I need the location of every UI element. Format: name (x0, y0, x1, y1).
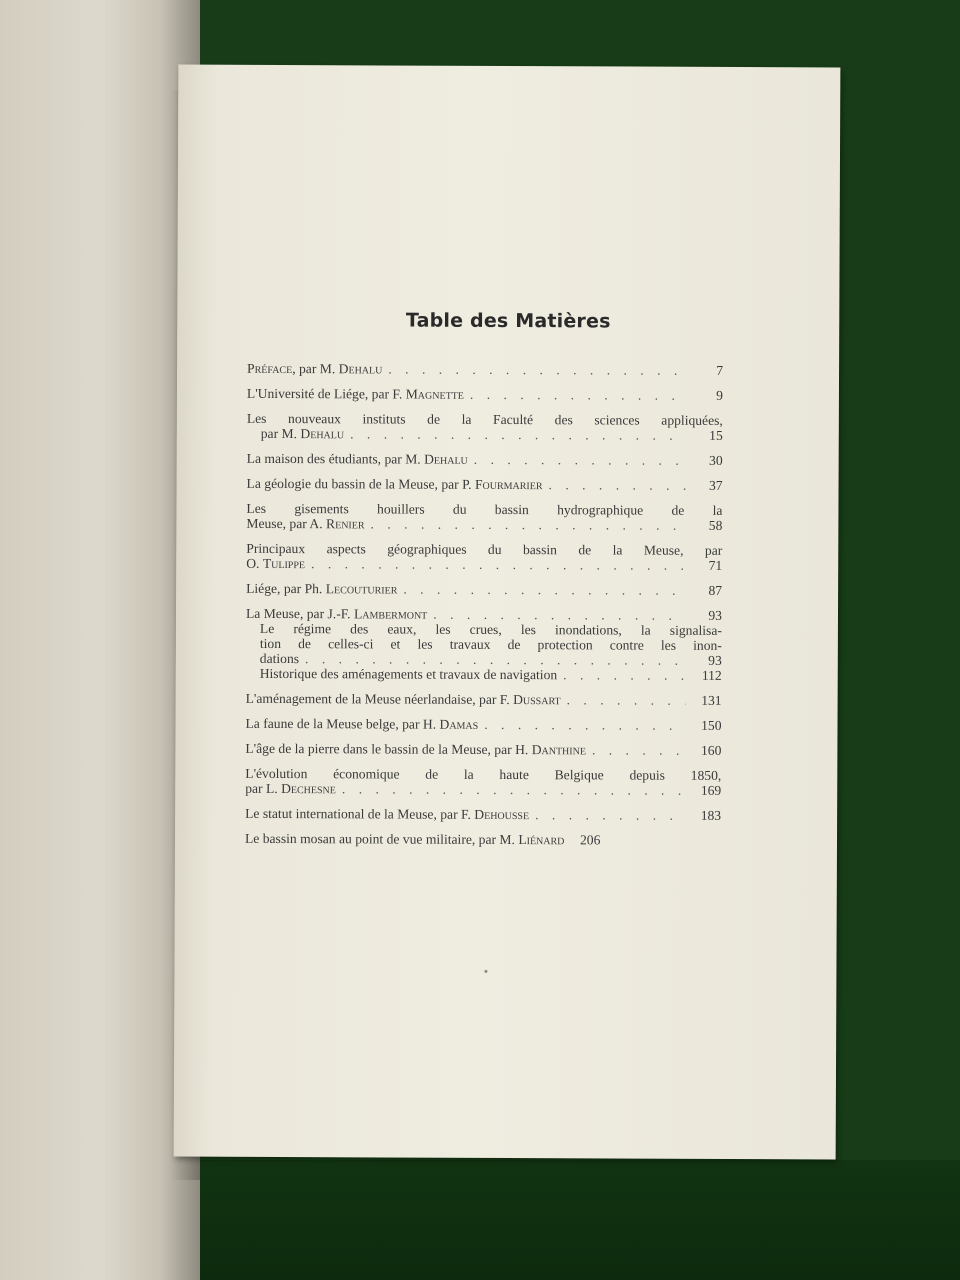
toc-entry (245, 806, 721, 823)
label-part: Le bassin mosan au point de vue militaire, par M. (244, 830, 519, 848)
label-part: L'âge de la pierre dans le bassin de la Meuse, par H. (245, 740, 532, 758)
entry-label (245, 781, 336, 796)
dot-leader (371, 516, 687, 532)
toc-entry (247, 411, 723, 443)
dot-leader (470, 387, 687, 403)
entry-label (246, 581, 397, 597)
entry-label (247, 476, 543, 492)
label-part: Le statut international de la Meuse, par F. (245, 805, 475, 822)
toc-entry (245, 766, 721, 798)
dot-leader (549, 477, 687, 493)
page-number: 9 (716, 387, 723, 403)
entry-label (261, 426, 344, 441)
label-part: Meuse, par A. (246, 515, 327, 532)
author-name: Magnette (405, 386, 464, 402)
toc-entry (246, 541, 722, 573)
author-name: Dechesne (281, 781, 336, 797)
entry-label (246, 556, 305, 571)
dot-leader (563, 667, 686, 683)
label-part: par L. (245, 780, 282, 797)
toc-entry (245, 831, 721, 848)
author-name: Dehalu (338, 361, 383, 377)
toc-entry (246, 581, 722, 598)
dot-leader (305, 651, 686, 668)
dot-leader (474, 452, 687, 468)
author-name: Liénard (518, 832, 565, 848)
label-part: Préface (247, 360, 293, 377)
toc-line: tion de celles-ci et les travaux de protection contre les inon- (259, 635, 722, 653)
page-number: 93 (708, 607, 723, 623)
paper-speck (484, 970, 487, 973)
page-number: 131 (701, 692, 722, 708)
label-part: La Meuse, par J.-F. (245, 605, 355, 622)
toc-entry (245, 716, 721, 733)
entry-label: dations (259, 650, 300, 667)
toc-line (247, 386, 723, 403)
label-part: La géologie du bassin de la Meuse, par P. (246, 475, 475, 492)
dot-leader (388, 361, 687, 377)
entry-label (245, 716, 478, 732)
label-part: O. (246, 555, 263, 571)
toc-line (246, 581, 722, 598)
author-name: Dussart (513, 692, 561, 708)
entry-label (246, 516, 364, 532)
author-name: Dehalu (300, 426, 345, 442)
author-name: Dehalu (424, 451, 468, 467)
author-name: Dehousse (474, 806, 530, 823)
toc-line (247, 426, 723, 443)
toc-line (247, 361, 723, 378)
page-number: 93 (708, 652, 722, 668)
toc-entry (247, 451, 723, 468)
toc-line (260, 666, 722, 683)
toc-line: Principaux aspects géographiques du bassin de la Meuse, par (246, 540, 723, 558)
toc-line: Les gisements houillers du bassin hydrographique de la (246, 500, 723, 518)
entry-label (246, 606, 427, 622)
table-of-contents (245, 361, 723, 858)
entry-label (245, 806, 529, 822)
toc-line (246, 691, 722, 708)
page-number: 37 (708, 477, 723, 493)
dot-leader (484, 717, 685, 733)
page-title: Table des Matières (405, 309, 611, 333)
page-number: 87 (708, 582, 723, 598)
dot-leader (592, 742, 685, 757)
toc-entry (245, 741, 721, 758)
page-number: 30 (709, 452, 723, 468)
entry-label: Historique des aménagements et travaux de navigation (259, 665, 558, 683)
dot-leader (311, 556, 686, 573)
entry-label (245, 741, 586, 757)
label-part: La maison des étudiants, par M. (246, 450, 425, 467)
toc-entry (246, 606, 722, 683)
toc-line (245, 741, 721, 758)
page-number: 150 (701, 717, 722, 733)
toc-line: Les nouveaux instituts de la Faculté des sciences appliquées, (246, 410, 723, 428)
toc-line (246, 556, 722, 573)
page-number: 7 (716, 362, 724, 378)
page-number: 71 (708, 557, 723, 573)
book-page (174, 65, 841, 1160)
page-number: 183 (700, 807, 722, 823)
entry-label (247, 361, 382, 377)
toc-line: Le régime des eaux, les crues, les inondations, la signalisa- (259, 620, 722, 638)
author-name: Fourmarier (474, 476, 543, 493)
dot-leader (342, 781, 685, 797)
page-number: 112 (701, 667, 722, 683)
toc-subentry (246, 621, 722, 668)
toc-line (245, 716, 721, 733)
toc-line: L'évolution économique de la haute Belgique depuis 1850, (245, 765, 722, 783)
page-number: 160 (700, 742, 722, 758)
author-name: Danthine (531, 742, 587, 758)
toc-entry (246, 501, 722, 533)
toc-line (247, 476, 723, 493)
toc-line (245, 781, 721, 798)
label-part: L'aménagement de la Meuse néerlandaise, par F. (245, 690, 514, 708)
dot-leader (535, 807, 685, 823)
label-part: par M. (260, 425, 301, 442)
author-name: Lambermont (353, 606, 428, 622)
toc-subentry (246, 666, 722, 683)
toc-entry (247, 476, 723, 493)
page-number: 58 (708, 517, 723, 533)
dot-leader (350, 426, 687, 442)
dot-leader (403, 582, 686, 598)
entry-label (247, 451, 468, 467)
page-number: 15 (709, 427, 723, 443)
toc-entry (247, 361, 723, 378)
dot-leader (567, 692, 686, 708)
entry-label (246, 691, 561, 707)
toc-line (246, 516, 722, 533)
entry-label (247, 386, 464, 402)
author-name: Tulippe (262, 555, 306, 572)
label-part: L'Université de Liége, par F. (246, 385, 406, 402)
toc-line (245, 831, 721, 848)
toc-entry (247, 386, 723, 403)
label-part: Liége, par Ph. (246, 580, 326, 597)
author-name: Lecouturier (325, 581, 398, 597)
toc-entry (246, 691, 722, 708)
dot-leader (433, 607, 686, 623)
author-name: Damas (439, 716, 479, 732)
toc-line (247, 451, 723, 468)
toc-line (245, 806, 721, 823)
author-name: Renier (326, 516, 365, 532)
label-part: , par M. (292, 361, 339, 377)
entry-label (245, 831, 564, 847)
label-part: La faune de la Meuse belge, par H. (245, 715, 440, 732)
page-number: 206 (579, 832, 601, 848)
page-number: 169 (700, 782, 722, 798)
